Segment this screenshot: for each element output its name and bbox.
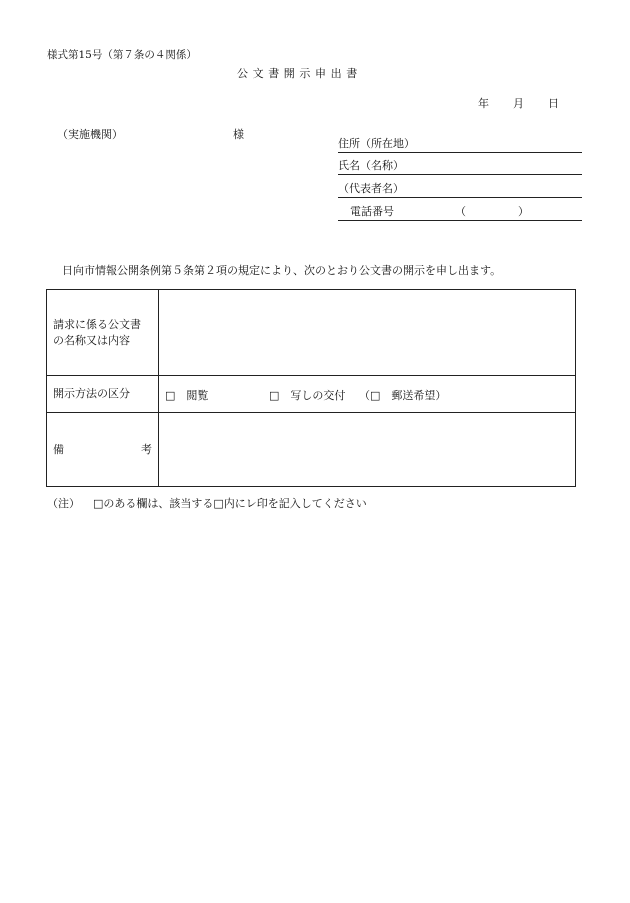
- addressee-honorific: 様: [233, 128, 244, 141]
- phone-label: 電話番号: [350, 205, 394, 218]
- address-field[interactable]: [338, 137, 582, 153]
- document-name-label-line2: の名称又は内容: [53, 333, 130, 347]
- remarks-label-left: 備: [53, 442, 64, 456]
- representative-label: （代表者名）: [338, 182, 404, 195]
- form-number: 様式第15号（第７条の４関係）: [47, 49, 197, 61]
- name-label: 氏名（名称）: [338, 159, 404, 172]
- application-statement: 日向市情報公開条例第５条第２項の規定により、次のとおり公文書の開示を申し出ます。: [62, 264, 502, 277]
- note-text: □のある欄は、該当する□内にレ印を記入してください: [93, 497, 367, 510]
- disclosure-method-cell: [159, 376, 576, 413]
- disclosure-method-label: 開示方法の区分: [47, 376, 159, 413]
- phone-paren-close: ）: [518, 205, 529, 218]
- date-year-label: 年: [478, 97, 489, 110]
- request-table: [46, 289, 576, 487]
- option-inspection-checkbox[interactable]: □ 閲覧: [165, 389, 209, 402]
- table-row: [47, 290, 576, 376]
- document-title: 公文書開示申出書: [237, 67, 362, 80]
- date-day-label: 日: [548, 97, 559, 110]
- document-name-input-cell[interactable]: [159, 290, 576, 376]
- date-month-label: 月: [513, 97, 524, 110]
- note-label: （注）: [47, 497, 80, 510]
- document-name-label-cell: [47, 290, 159, 376]
- table-row: [47, 413, 576, 487]
- phone-field[interactable]: [338, 205, 582, 221]
- document-name-label-line1: 請求に係る公文書: [53, 317, 141, 331]
- phone-paren-open: （: [455, 205, 466, 218]
- representative-field[interactable]: [338, 182, 582, 198]
- table-row: [47, 376, 576, 413]
- remarks-input-cell[interactable]: [159, 413, 576, 487]
- address-label: 住所（所在地）: [338, 137, 415, 150]
- option-mail-checkbox[interactable]: （□ 郵送希望）: [359, 389, 447, 402]
- remarks-label-cell: [47, 413, 159, 487]
- remarks-label-right: 考: [141, 442, 152, 456]
- option-copy-checkbox[interactable]: □ 写しの交付: [269, 389, 346, 402]
- name-field[interactable]: [338, 159, 582, 175]
- addressee-organization: （実施機関）: [57, 128, 123, 141]
